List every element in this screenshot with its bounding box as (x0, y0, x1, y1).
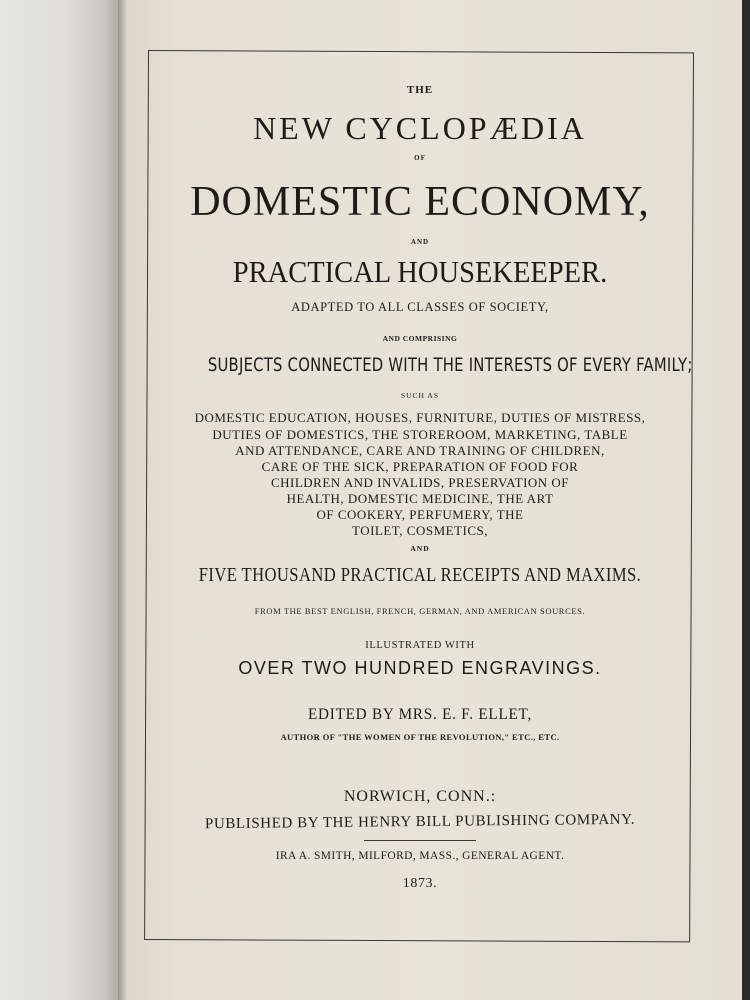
left-page (0, 0, 122, 1000)
title-page-content (148, 50, 692, 938)
engravings-line: OVER TWO HUNDRED ENGRAVINGS. (238, 658, 602, 678)
editor-line: EDITED BY MRS. E. F. ELLET, (307, 706, 533, 723)
receipts-line: FIVE THOUSAND PRACTICAL RECEIPTS AND MAXIMS. (198, 564, 642, 586)
agent-line: IRA A. SMITH, MILFORD, MASS., GENERAL AGENT. (275, 850, 565, 862)
title-line-3: PRACTICAL HOUSEKEEPER. (232, 254, 608, 289)
topic-line: CHILDREN AND INVALIDS, PRESERVATION OF (270, 475, 570, 490)
author-note: AUTHOR OF "THE WOMEN OF THE REVOLUTION," ETC., ETC. (280, 732, 560, 742)
topic-line: TOILET, COSMETICS, (352, 523, 488, 538)
title-line-2: DOMESTIC ECONOMY, (190, 179, 650, 225)
subjects-line: SUBJECTS CONNECTED WITH THE INTERESTS OF EVERY FAMILY; (207, 354, 693, 376)
title-line-1: NEW CYCLOPÆDIA (253, 110, 587, 146)
such-as-line: SUCH AS (400, 391, 440, 400)
the-word: THE (406, 84, 434, 96)
topic-line: HEALTH, DOMESTIC MEDICINE, THE ART (286, 491, 554, 506)
topic-line: CARE OF THE SICK, PREPARATION OF FOOD FOR (261, 459, 579, 474)
year-line: 1873. (402, 876, 438, 891)
comprising-line: AND COMPRISING (382, 334, 458, 343)
adapted-line: ADAPTED TO ALL CLASSES OF SOCIETY, (291, 300, 549, 314)
and-word-2: AND (410, 544, 430, 553)
topic-line: AND ATTENDANCE, CARE AND TRAINING OF CHILDREN, (235, 443, 605, 458)
of-word: OF (414, 154, 426, 162)
sources-line: FROM THE BEST ENGLISH, FRENCH, GERMAN, AND AMERICAN SOURCES. (254, 606, 586, 616)
and-word-1: AND (410, 238, 430, 246)
topic-line: OF COOKERY, PERFUMERY, THE (316, 507, 524, 522)
illustrated-line: ILLUSTRATED WITH (365, 640, 475, 651)
topic-line: DUTIES OF DOMESTICS, THE STOREROOM, MARKETING, TABLE (212, 427, 628, 442)
publisher-line: PUBLISHED BY THE HENRY BILL PUBLISHING COMPANY. (204, 811, 636, 833)
divider-rule (364, 840, 476, 841)
place-line: NORWICH, CONN.: (343, 788, 497, 805)
topic-line: DOMESTIC EDUCATION, HOUSES, FURNITURE, DUTIES OF MISTRESS, (194, 410, 646, 425)
